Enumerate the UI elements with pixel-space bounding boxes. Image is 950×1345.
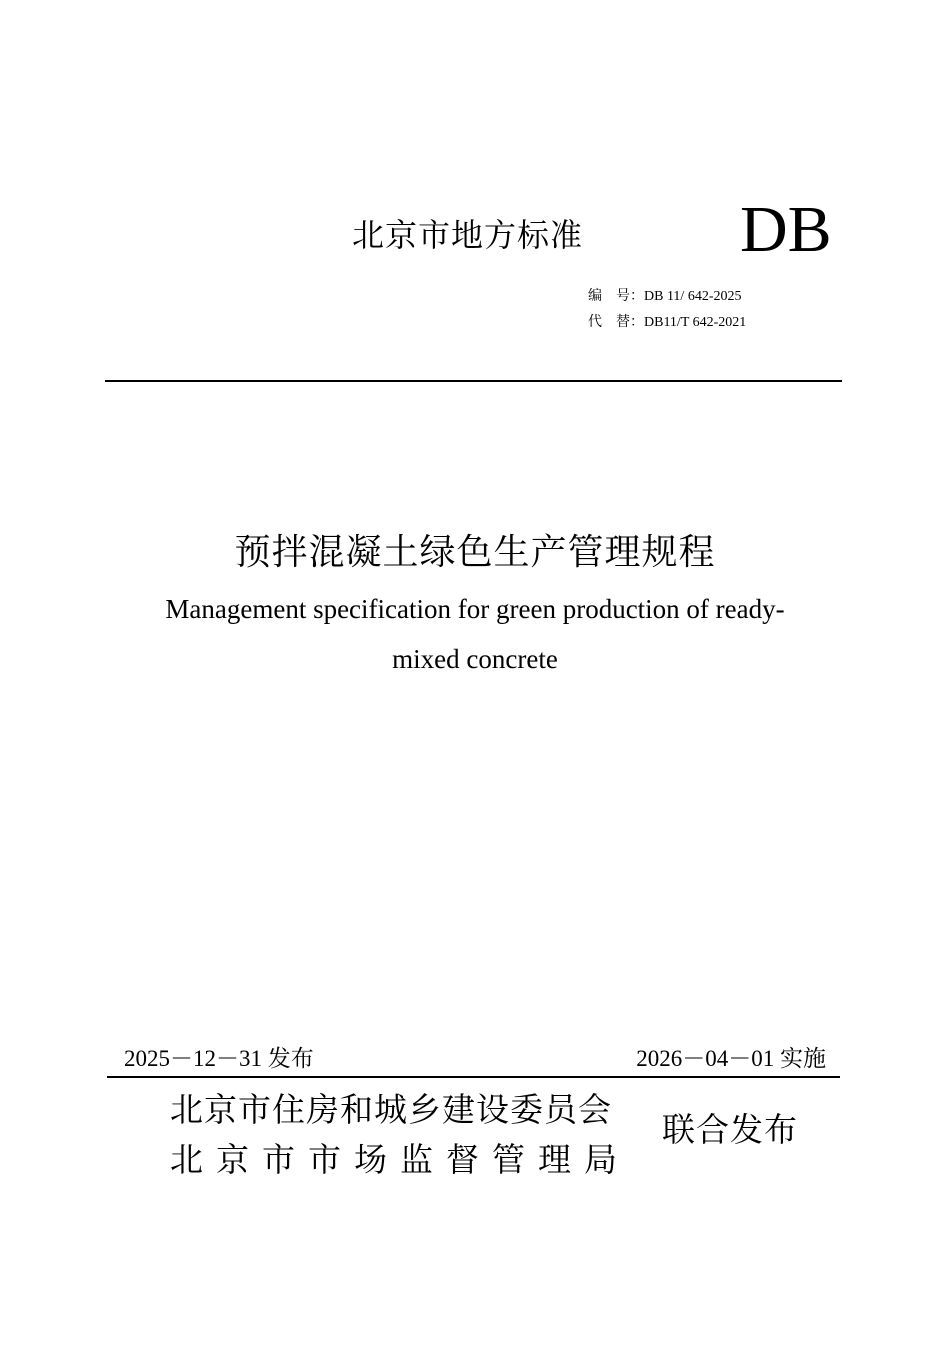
standard-type-heading: 北京市地方标准 [352,216,584,254]
implementation-date: 2026－04－01 实施 [636,1046,826,1071]
top-divider [105,380,842,382]
issuer-market-regulation: 北京市市场监督管理局 [170,1140,630,1179]
replaces-label: 代 替： [588,315,644,330]
joint-issue-label: 联合发布 [662,1110,798,1149]
standard-number-value: DB 11/ 642-2025 [644,289,742,304]
issue-date: 2025－12－31 发布 [124,1046,314,1071]
standard-number-row [588,285,741,305]
issuer-housing-commission: 北京市住房和城乡建设委员会 [170,1090,612,1129]
replaces-row [588,311,746,331]
replaces-value: DB11/T 642-2021 [644,315,747,330]
document-title-cn: 预拌混凝土绿色生产管理规程 [234,532,716,573]
document-title-en-line2: mixed concrete [392,644,558,674]
standard-number-label: 编 号： [588,289,644,304]
document-title-en-line1: Management specification for green production of ready- [165,594,785,624]
db-logo: DB [740,193,832,266]
bottom-divider [107,1076,840,1078]
